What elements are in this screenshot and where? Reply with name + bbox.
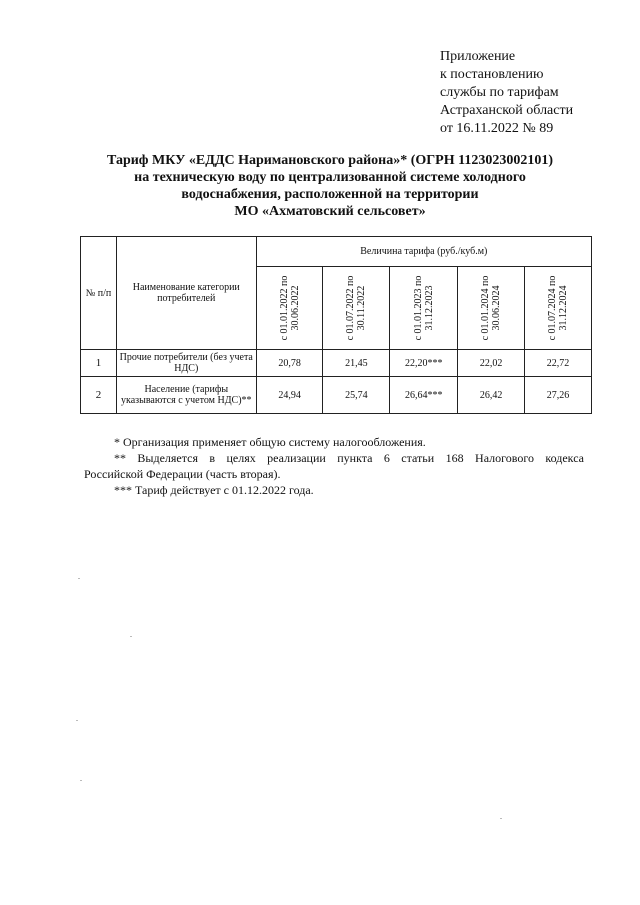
row-category: Население (тарифы указываются с учетом НДС)**	[116, 377, 256, 414]
header-period	[323, 267, 390, 350]
tariff-value: 26,64***	[390, 377, 458, 414]
annex-line: службы по тарифам	[440, 85, 559, 100]
footnote-1: * Организация применяет общую систему налогообложения.	[114, 435, 426, 449]
tariff-value: 22,20***	[390, 350, 458, 377]
footnotes	[84, 434, 584, 498]
row-num: 2	[81, 377, 117, 414]
tariff-value: 26,42	[458, 377, 525, 414]
scan-speck	[80, 780, 82, 781]
annex-line: Астраханской области	[440, 103, 574, 118]
header-tariff: Величина тарифа (руб./куб.м)	[256, 237, 591, 267]
title-line: на техническую воду по централизованной системе холодного	[134, 170, 526, 185]
tariff-value: 27,26	[525, 377, 592, 414]
title-line: Тариф МКУ «ЕДДС Наримановского района»* (ОГРН 1123023002101)	[106, 153, 554, 168]
scan-speck	[130, 636, 132, 637]
title-line: водоснабжения, расположенной на территории	[181, 187, 479, 202]
header-period	[458, 267, 525, 350]
period-label: с 01.01.2022 по 30.06.2022	[278, 275, 301, 341]
footnote-2-cont: Российской Федерации (часть вторая).	[84, 467, 281, 481]
period-label: с 01.01.2023 по 31.12.2023	[412, 275, 435, 341]
period-label: с 01.01.2024 по 30.06.2024	[480, 275, 503, 341]
row-num: 1	[81, 350, 117, 377]
header-period	[390, 267, 458, 350]
table-row	[81, 350, 592, 377]
table-row	[81, 377, 592, 414]
header-category: Наименование категории потребителей	[116, 237, 256, 350]
header-num: № п/п	[81, 237, 117, 350]
header-period	[256, 267, 323, 350]
tariff-table	[80, 236, 592, 414]
row-category: Прочие потребители (без учета НДС)	[116, 350, 256, 377]
annex-line: Приложение	[440, 49, 516, 64]
tariff-value: 20,78	[256, 350, 323, 377]
tariff-value: 25,74	[323, 377, 390, 414]
document-title	[60, 152, 600, 220]
title-line: МО «Ахматовский сельсовет»	[234, 204, 426, 219]
tariff-value: 21,45	[323, 350, 390, 377]
annex-block	[440, 48, 630, 138]
header-period	[525, 267, 592, 350]
scan-speck	[78, 578, 80, 579]
tariff-value: 22,72	[525, 350, 592, 377]
tariff-value: 24,94	[256, 377, 323, 414]
footnote-3: *** Тариф действует с 01.12.2022 года.	[114, 483, 314, 497]
scan-speck	[500, 818, 502, 819]
scan-speck	[76, 720, 78, 721]
annex-line: к постановлению	[440, 67, 544, 82]
annex-line: от 16.11.2022 № 89	[440, 121, 554, 136]
period-label: с 01.07.2022 по 30.11.2022	[345, 275, 368, 341]
footnote-2: ** Выделяется в целях реализации пункта 6 статьи 168 Налогового кодекса	[114, 451, 584, 465]
period-label: с 01.07.2024 по 31.12.2024	[547, 275, 570, 341]
tariff-value: 22,02	[458, 350, 525, 377]
